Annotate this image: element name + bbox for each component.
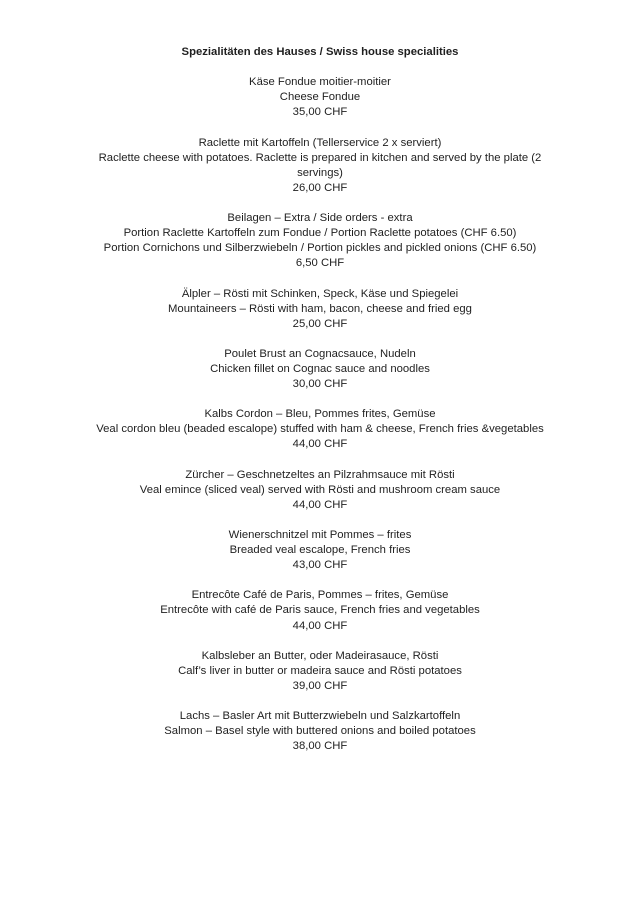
dish-price: 43,00 CHF [292, 559, 348, 572]
dish-name-de: Lachs – Basler Art mit Butterzwiebeln und Salzkartoffeln [179, 710, 461, 723]
dish-price: 38,00 CHF [292, 740, 348, 753]
dish-description: Chicken fillet on Cognac sauce and noodles [210, 362, 430, 375]
menu-page [0, 45, 640, 770]
dish-description: Veal emince (sliced veal) served with Rösti and mushroom cream sauce [139, 483, 501, 496]
dish-name-de: Beilagen – Extra / Side orders - extra [227, 212, 413, 225]
dish-price: 44,00 CHF [292, 498, 348, 511]
dish-price: 39,00 CHF [292, 679, 348, 692]
menu-item [0, 136, 640, 196]
dish-description: Mountaineers – Rösti with ham, bacon, cheese and fried egg [168, 302, 472, 315]
dish-description: Entrecôte with café de Paris sauce, French fries and vegetables [160, 604, 480, 617]
dish-price: 35,00 CHF [292, 106, 348, 119]
dish-name-de: Zürcher – Geschnetzeltes an Pilzrahmsauce mit Rösti [185, 468, 455, 481]
dish-name-de: Wienerschnitzel mit Pommes – frites [228, 529, 412, 541]
dish-description: Raclette cheese with potatoes. Raclette is prepared in kitchen and served by the plate (2 servings) [98, 151, 542, 179]
menu-item [0, 709, 640, 754]
dish-description: Cheese Fondue [279, 91, 361, 104]
dish-name-de: Poulet Brust an Cognacsauce, Nudeln [224, 347, 416, 360]
dish-description: Portion Cornichons und Silberzwiebeln / Portion pickles and pickled onions (CHF 6.50) [103, 242, 537, 255]
dish-name-de: Älpler – Rösti mit Schinken, Speck, Käse und Spiegelei [181, 287, 459, 300]
menu-items [0, 75, 640, 754]
dish-name-de: Kalbsleber an Butter, oder Madeirasauce, Rösti [201, 649, 439, 662]
dish-description: Veal cordon bleu (beaded escalope) stuffed with ham & cheese, French fries &vegetables [96, 423, 544, 436]
dish-description: Salmon – Basel style with buttered onions and boiled potatoes [164, 725, 476, 738]
menu-item [0, 588, 640, 633]
menu-item [0, 287, 640, 332]
menu-item [0, 649, 640, 694]
dish-name-de: Kalbs Cordon – Bleu, Pommes frites, Gemüse [204, 408, 436, 421]
dish-price: 26,00 CHF [292, 181, 348, 194]
menu-item [0, 211, 640, 271]
dish-name-de: Entrecôte Café de Paris, Pommes – frites, Gemüse [191, 589, 449, 602]
dish-price: 30,00 CHF [292, 378, 348, 391]
menu-item [0, 75, 640, 120]
dish-name-de: Raclette mit Kartoffeln (Tellerservice 2 x serviert) [198, 136, 442, 149]
dish-price: 6,50 CHF [295, 257, 345, 270]
menu-item [0, 528, 640, 573]
menu-title: Spezialitäten des Hauses / Swiss house specialities [181, 46, 459, 58]
dish-description: Portion Raclette Kartoffeln zum Fondue / Portion Raclette potatoes (CHF 6.50) [123, 227, 517, 240]
menu-item [0, 407, 640, 452]
dish-name-de: Käse Fondue moitier-moitier [249, 76, 391, 89]
dish-description: Breaded veal escalope, French fries [229, 544, 411, 557]
dish-price: 25,00 CHF [292, 317, 348, 330]
dish-price: 44,00 CHF [292, 438, 348, 451]
dish-description: Calf’s liver in butter or madeira sauce and Rösti potatoes [178, 664, 462, 677]
menu-item [0, 468, 640, 513]
menu-item [0, 347, 640, 392]
dish-price: 44,00 CHF [292, 619, 348, 632]
